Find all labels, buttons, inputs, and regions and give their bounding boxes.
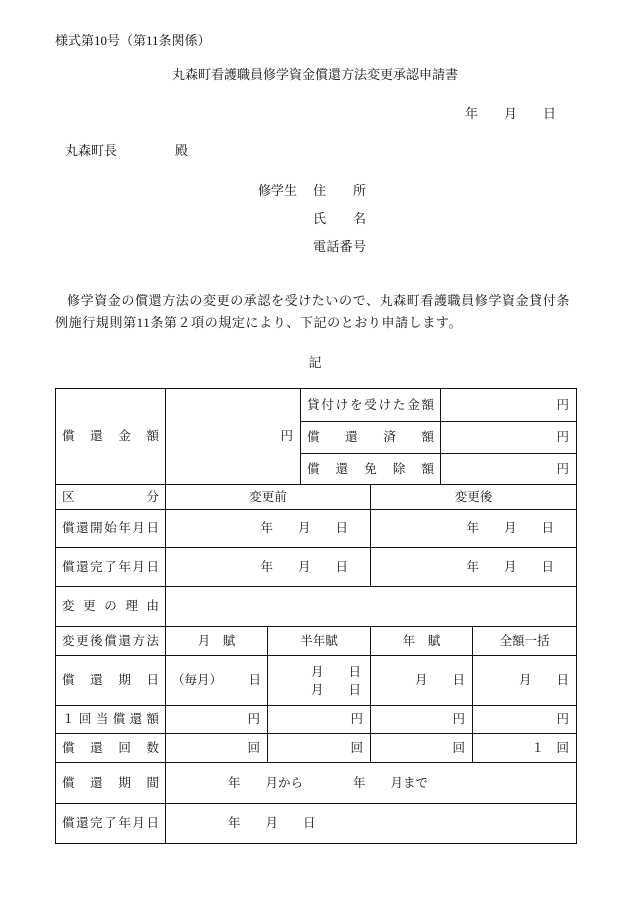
table-row [56, 656, 577, 706]
payment-count-monthly: 回 [166, 734, 268, 763]
method-semiannual: 半年賦 [268, 627, 371, 656]
loan-received-value: 円 [441, 389, 577, 422]
table-row [56, 485, 577, 510]
application-date: 年 月 日 [464, 106, 556, 121]
method-lump-sum: 全額一括 [473, 627, 577, 656]
repayment-amount-label: 償還金額 [56, 389, 166, 485]
exempted-amount-value: 円 [441, 454, 577, 485]
table-row [56, 734, 577, 763]
due-date-semiannual-first: 月 日 [311, 664, 362, 679]
phone-label: 電話番号 [313, 239, 366, 254]
applicant-role: 修学生 [258, 183, 298, 198]
body-text-line-2: 例施行規則第11条第２項の規定により、下記のとおり申請します。 [55, 315, 463, 330]
method-monthly: 月 賦 [166, 627, 268, 656]
due-date-monthly-prefix: （毎月） [172, 673, 223, 687]
repaid-amount-value: 円 [441, 422, 577, 454]
end-date-after: 年 月 日 [371, 548, 577, 587]
body-text-line-1: 修学資金の償還方法の変更の承認を受けたいので、丸森町看護職員修学資金貸付条 [67, 293, 570, 308]
payment-count-annual: 回 [371, 734, 473, 763]
application-table [55, 388, 577, 844]
per-payment-label: １回当償還額 [56, 706, 166, 734]
document-title: 丸森町看護職員修学資金償還方法変更承認申請書 [171, 67, 458, 82]
form-number: 様式第10号（第11条関係） [55, 33, 211, 48]
due-date-annual: 月 日 [371, 656, 473, 706]
reason-label: 変更の理由 [56, 587, 166, 627]
start-date-after: 年 月 日 [371, 510, 577, 548]
repayment-period-value: 年 月から 年 月まで [166, 763, 577, 804]
ki-heading: 記 [308, 355, 322, 370]
loan-received-label: 貸付けを受けた金額 [301, 389, 441, 422]
table-row [56, 706, 577, 734]
due-date-label: 償還期日 [56, 656, 166, 706]
before-change-header: 変更前 [166, 485, 371, 510]
addressee-honorific: 殿 [175, 143, 189, 158]
per-payment-semiannual: 円 [268, 706, 371, 734]
completion-date-value: 年 月 日 [166, 804, 577, 844]
after-change-header: 変更後 [371, 485, 577, 510]
method-annual: 年 賦 [371, 627, 473, 656]
start-date-before: 年 月 日 [166, 510, 371, 548]
repaid-amount-label: 償還済額 [301, 422, 441, 454]
table-row [56, 804, 577, 844]
payment-count-semiannual: 回 [268, 734, 371, 763]
name-label: 氏名 [313, 211, 366, 226]
payment-count-lump-sum: １ 回 [473, 734, 577, 763]
due-date-monthly-day: 日 [248, 673, 261, 687]
due-date-monthly [166, 656, 268, 706]
payment-count-label: 償還回数 [56, 734, 166, 763]
table-row [56, 763, 577, 804]
addressee: 丸森町長 [65, 143, 118, 158]
table-row [56, 389, 577, 422]
table-row [56, 627, 577, 656]
repayment-period-label: 償還期間 [56, 763, 166, 804]
per-payment-annual: 円 [371, 706, 473, 734]
table-row [56, 587, 577, 627]
end-date-label: 償還完了年月日 [56, 548, 166, 587]
per-payment-lump-sum: 円 [473, 706, 577, 734]
per-payment-monthly: 円 [166, 706, 268, 734]
end-date-before: 年 月 日 [166, 548, 371, 587]
reason-value-cell [166, 587, 577, 627]
address-label: 住所 [313, 183, 366, 198]
method-label: 変更後償還方法 [56, 627, 166, 656]
repayment-amount-value: 円 [166, 389, 301, 485]
due-date-semiannual [268, 656, 371, 706]
table-row [56, 510, 577, 548]
start-date-label: 償還開始年月日 [56, 510, 166, 548]
completion-date-label: 償還完了年月日 [56, 804, 166, 844]
due-date-semiannual-second: 月 日 [311, 682, 362, 697]
exempted-amount-label: 償還免除額 [301, 454, 441, 485]
due-date-monthly-content [172, 673, 261, 688]
table-row [56, 548, 577, 587]
due-date-lump-sum: 月 日 [473, 656, 577, 706]
category-label: 区分 [56, 485, 166, 510]
